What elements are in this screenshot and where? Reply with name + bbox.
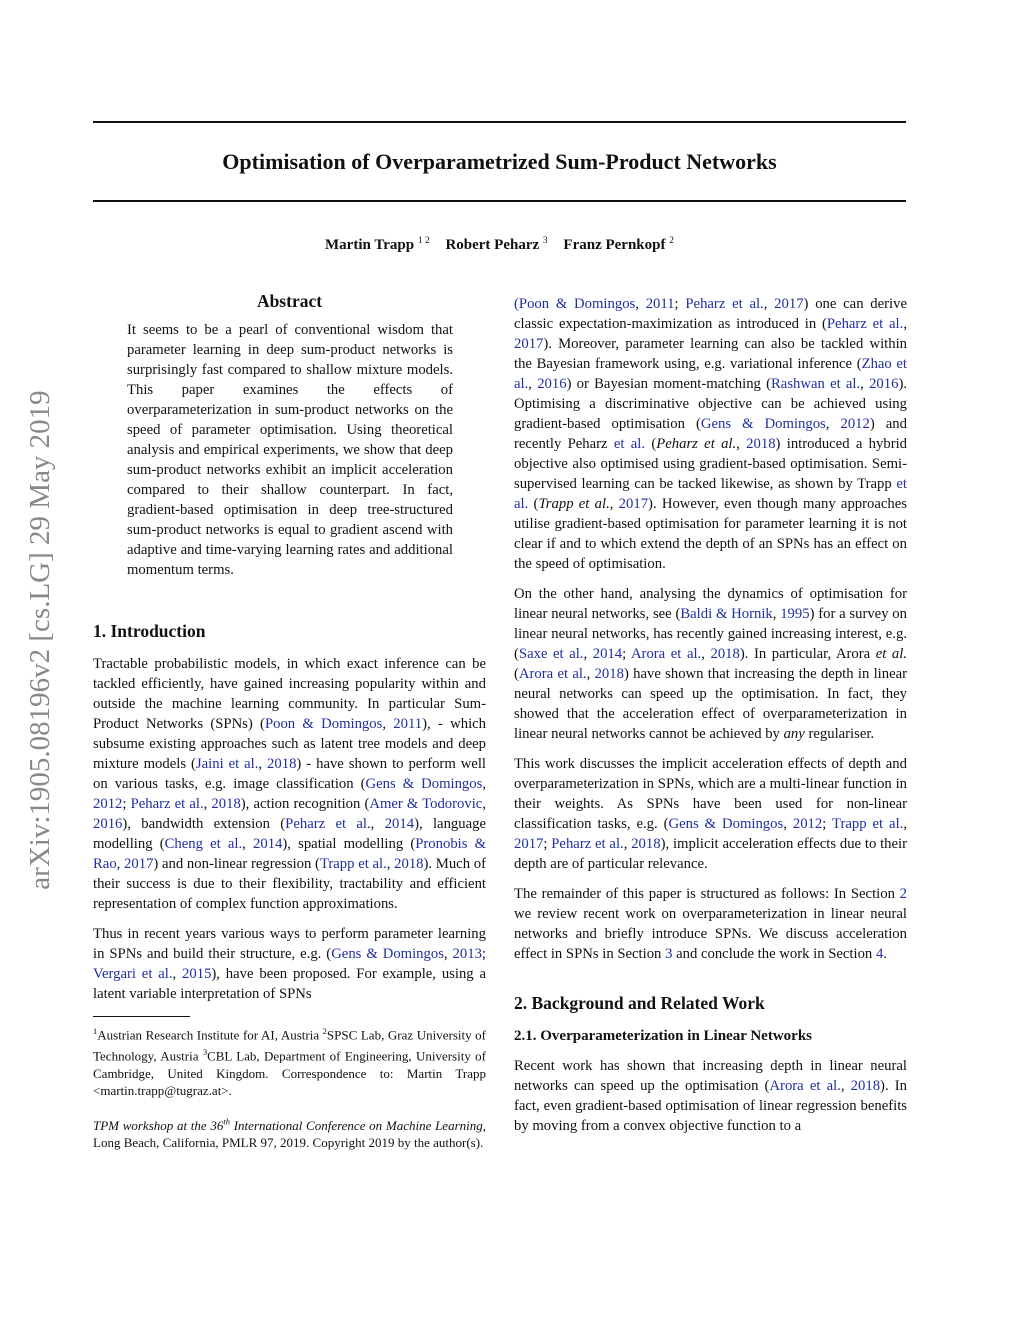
citation-link[interactable]: 2017: [618, 496, 649, 512]
citation-link[interactable]: Pronobis & Rao: [93, 836, 487, 872]
citation-link[interactable]: 2012: [93, 796, 123, 812]
author-list: [93, 236, 906, 254]
citation-link[interactable]: Arora et al.: [518, 666, 587, 682]
citation-link[interactable]: 2012: [840, 416, 870, 432]
citation-link[interactable]: Peharz et al.: [130, 796, 204, 812]
citation-link[interactable]: 1995: [780, 606, 810, 622]
citation-link[interactable]: Gens & Domingos: [331, 946, 444, 962]
right-paragraph-1: (Poon & Domingos, 2011; Peharz et al., 2017) one can derive classic expectation-maximization as introduced in (Peharz et al., 2017). Moreover, parameter learning can also be tackled within the Bayesian framework using, e.g. variational inference (Zhao et al., 2016) or Bayesian moment-matching (Rashwan et al., 2016). Optimising a discriminative objective can be achieved using gradient-based optimisation (Gens & Domingos, 2012) and recently Peharz et al. (Peharz et al., 2018) introduced a hybrid objective also optimised using gradient-based optimisation. Semi-supervised learning can be tacked likewise, as shown by Trapp et al. (Trapp et al., 2017). However, even though many approaches utilise gradient-based optimisation for parameter learning it is not clear if and to which extend the depth of an SPNs has an effect on the speed of optimisation.: [514, 296, 908, 572]
title-rule-bottom: [93, 200, 906, 202]
citation-link[interactable]: Zhao et al.: [514, 356, 907, 392]
citation-link[interactable]: Peharz et al.: [285, 816, 371, 832]
affiliation-footnote: $^1$Austrian Research Institute for AI, Austria $^2$SPSC Lab, Graz University of Technology, Austria $^3$CBL Lab, Department of Engineering, University of Cambridge, United Kingdom. Correspondence to: Martin Trapp <martin.trapp@tugraz.at>.: [93, 1026, 486, 1099]
left-column: [93, 290, 486, 1152]
right-paragraph-3: This work discusses the implicit acceleration effects of depth and overparameterization in SPNs, which are a multi-linear function in their weights. As SPNs have been used for non-linear classification tasks, e.g. (Gens & Domingos, 2012; Trapp et al., 2017; Peharz et al., 2018), implicit acceleration effects due to their depth are of particular relevance.: [514, 756, 908, 872]
citation-link[interactable]: 2011: [393, 716, 423, 732]
abstract-body: It seems to be a pearl of conventional wisdom that parameter learning in deep sum-product networks is surprisingly fast compared to shallow mixture models. This paper examines the effects of overparameterization in sum-product networks on the speed of parameter optimisation. Using theoretical analysis and empirical experiments, we show that deep sum-product networks exhibit an implicit acceleration compared to their shallow counterpart. In fact, gradient-based optimisation in deep tree-structured sum-product networks is equal to gradient ascend with adaptive and time-varying learning rates and additional momentum terms.: [127, 322, 453, 578]
citation-link[interactable]: Poon & Domingos: [264, 716, 383, 732]
citation-link[interactable]: 2016: [93, 816, 123, 832]
citation-link[interactable]: 2017: [514, 836, 544, 852]
citation-link[interactable]: 2013: [452, 946, 482, 962]
citation-link[interactable]: Trapp et al.: [319, 856, 387, 872]
citation-link[interactable]: 2018: [394, 856, 424, 872]
citation-link[interactable]: 2014: [253, 836, 283, 852]
section-reference-link[interactable]: 4: [875, 946, 884, 962]
section-reference-link[interactable]: 2: [899, 886, 907, 902]
citation-link[interactable]: 2018: [267, 756, 297, 772]
citation-link[interactable]: Gens & Domingos: [700, 416, 826, 432]
right-paragraph-2: On the other hand, analysing the dynamics of optimisation for linear neural networks, see (Baldi & Hornik, 1995) for a survey on linear neural networks, has recently gained increasing interest, e.g. (Saxe et al., 2014; Arora et al., 2018). In particular, Arora et al. (Arora et al., 2018) have shown that increasing the depth in linear neural networks can speed up the optimisation. In fact, they showed that the acceleration effect of overparameterization in linear neural networks cannot be achieved by any regulariser.: [514, 586, 908, 742]
citation-link[interactable]: 2016: [869, 376, 899, 392]
citation-link[interactable]: 2014: [592, 646, 623, 662]
intro-paragraph-1: Tractable probabilistic models, in which exact inference can be tackled efficiently, have gained increasing popularity within and outside the machine learning community. In particular Sum-Product Networks (SPNs) (Poon & Domingos, 2011), - which subsume existing approaches such as latent tree models and deep mixture models (Jaini et al., 2018) - have shown to perform well on various tasks, e.g. image classification (Gens & Domingos, 2012; Peharz et al., 2018), action recognition (Amer & Todorovic, 2016), bandwidth extension (Peharz et al., 2014), language modelling (Cheng et al., 2014), spatial modelling (Pronobis & Rao, 2017) and non-linear regression (Trapp et al., 2018). Much of their success is due to their flexibility, tractability and efficient representation of complex function approximations.: [93, 656, 487, 912]
section-heading-background: 2. Background and Related Work: [514, 993, 765, 1013]
section-heading-introduction: 1. Introduction: [93, 621, 206, 641]
citation-link[interactable]: Peharz et al.: [826, 316, 904, 332]
abstract-heading: Abstract: [256, 291, 323, 311]
citation-link[interactable]: 2011: [645, 296, 675, 312]
subsection-heading-overparameterization: 2.1. Overparameterization in Linear Networks: [514, 1028, 813, 1044]
right-paragraph-4: The remainder of this paper is structured as follows: In Section 2 we review recent work on overparameterization in linear neural networks and briefly introduce SPNs. We discuss acceleration effect in SPNs in Section 3 and conclude the work in Section 4.: [514, 886, 907, 962]
citation-link[interactable]: 2018: [850, 1078, 881, 1094]
arxiv-identifier-stamp: arXiv:1905.08196v2 [cs.LG] 29 May 2019: [24, 390, 56, 890]
citation-link[interactable]: Vergari et al.: [93, 966, 173, 982]
right-column: [514, 294, 907, 1136]
citation-link[interactable]: Poon & Domingos: [518, 296, 636, 312]
citation-link[interactable]: 2017: [514, 336, 544, 352]
author-name: Martin Trapp $^{1 2}$: [325, 236, 430, 253]
author-name: Robert Peharz $^3$: [445, 236, 548, 253]
footnote-rule: [93, 1016, 190, 1017]
citation-link[interactable]: Gens & Domingos: [668, 816, 784, 832]
citation-link[interactable]: 2018: [710, 646, 740, 662]
section-reference-link[interactable]: 3: [665, 946, 673, 962]
citation-link[interactable]: Rashwan et al.: [771, 376, 861, 392]
citation-link[interactable]: Cheng et al.: [164, 836, 243, 852]
author-name: Franz Pernkopf $^2$: [563, 236, 674, 253]
citation-link[interactable]: 2015: [182, 966, 212, 982]
citation-link[interactable]: Trapp et al.: [832, 816, 904, 832]
background-paragraph-1: Recent work has shown that increasing depth in linear neural networks can speed up the optimisation (Arora et al., 2018). In fact, even gradient-based optimisation of linear regression benefits by moving from a convex objective function to a: [514, 1058, 907, 1134]
citation-link[interactable]: 2018: [631, 836, 661, 852]
venue-footnote: TPM workshop at the 36th International Conference on Machine Learning, Long Beach, California, PMLR 97, 2019. Copyright 2019 by the author(s).: [93, 1116, 486, 1151]
citation-link[interactable]: et al.: [514, 476, 907, 512]
citation-link[interactable]: 2012: [792, 816, 823, 832]
citation-link[interactable]: 2018: [211, 796, 241, 812]
citation-link[interactable]: 2017: [124, 856, 154, 872]
title-rule-top: [93, 121, 906, 123]
citation-link[interactable]: Arora et al.: [630, 646, 702, 662]
citation-link[interactable]: 2018: [746, 436, 776, 452]
citation-link[interactable]: 2016: [537, 376, 567, 392]
paper-title: Optimisation of Overparametrized Sum-Product Networks: [222, 149, 777, 174]
citation-link[interactable]: Baldi & Hornik: [680, 606, 773, 622]
citation-link[interactable]: 2014: [384, 816, 415, 832]
citation-link[interactable]: 2017: [774, 296, 804, 312]
citation-link[interactable]: Peharz et al.: [551, 836, 624, 852]
citation-link[interactable]: Amer & Todorovic: [369, 796, 483, 812]
citation-link[interactable]: Gens & Domingos: [365, 776, 483, 792]
citation-link[interactable]: 2018: [594, 666, 624, 682]
intro-paragraph-2: Thus in recent years various ways to perform parameter learning in SPNs and build their structure, e.g. (Gens & Domingos, 2013; Vergari et al., 2015), have been proposed. For example, using a latent variable interpretation of SPNs: [93, 926, 487, 1002]
citation-link[interactable]: Arora et al.: [769, 1078, 841, 1094]
citation-link[interactable]: et al.: [613, 436, 646, 452]
citation-link[interactable]: Jaini et al.: [195, 756, 259, 772]
citation-link[interactable]: Peharz et al.: [685, 296, 764, 312]
citation-link[interactable]: Saxe et al.: [518, 646, 584, 662]
